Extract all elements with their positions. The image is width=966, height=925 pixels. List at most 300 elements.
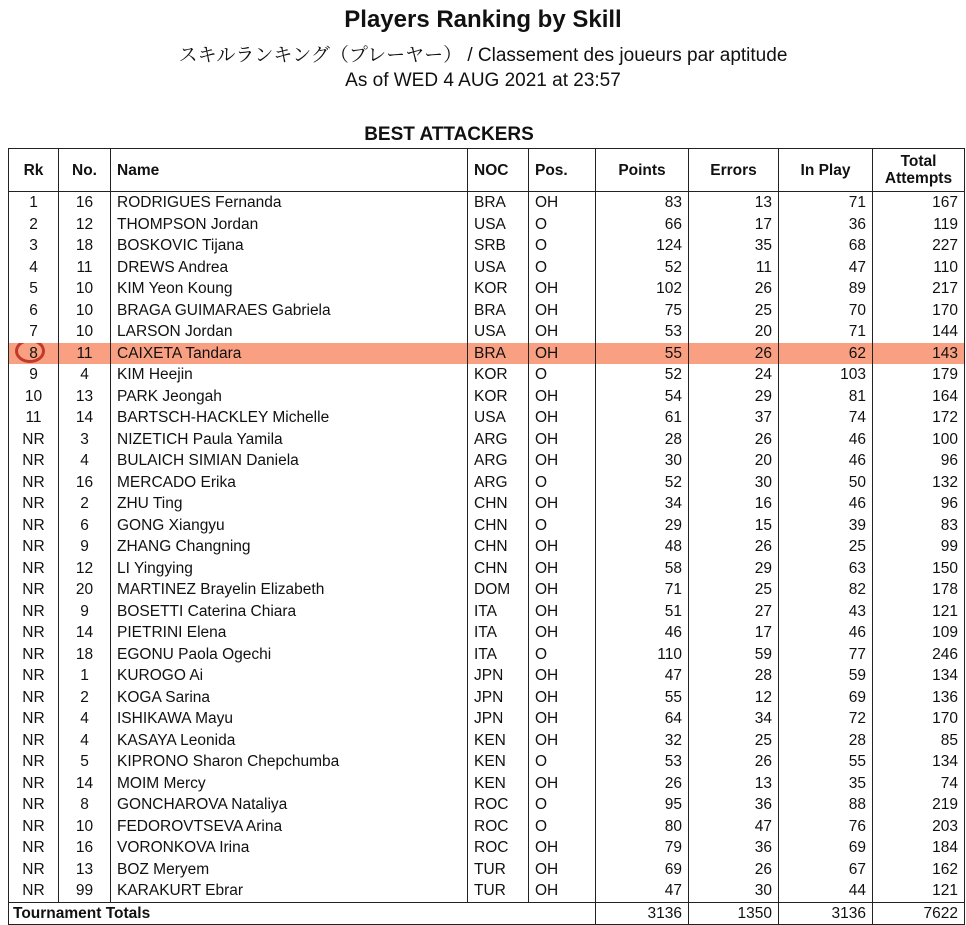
cell-name: VORONKOVA Irina: [111, 837, 468, 859]
cell-pos: O: [529, 644, 596, 666]
cell-total: 134: [873, 665, 965, 687]
cell-errors: 17: [689, 214, 779, 236]
cell-total: 99: [873, 536, 965, 558]
cell-noc: KOR: [468, 386, 529, 408]
cell-rk: [9, 450, 59, 472]
cell-noc: CHN: [468, 515, 529, 537]
cell-pos: OH: [529, 708, 596, 730]
cell-noc: SRB: [468, 235, 529, 257]
cell-total: 219: [873, 794, 965, 816]
cell-rk: [9, 257, 59, 279]
highlight-circle-marker: [15, 343, 45, 363]
cell-points: 32: [596, 730, 689, 752]
cell-inplay: 47: [779, 257, 873, 279]
cell-noc: USA: [468, 214, 529, 236]
cell-name: GONG Xiangyu: [111, 515, 468, 537]
rank-value: 9: [29, 366, 38, 383]
cell-rk: [9, 601, 59, 623]
table-row: [9, 751, 965, 773]
col-header-total-attempts: [873, 149, 965, 192]
rank-value: NR: [22, 602, 45, 620]
cell-name: ZHANG Changning: [111, 536, 468, 558]
table-row: [9, 708, 965, 730]
cell-total: 203: [873, 816, 965, 838]
rank-value: 6: [29, 301, 38, 319]
cell-total: 143: [873, 343, 965, 365]
table-row: [9, 859, 965, 881]
cell-name: GONCHAROVA Nataliya: [111, 794, 468, 816]
cell-points: 55: [596, 343, 689, 365]
cell-inplay: 74: [779, 407, 873, 429]
cell-pos: O: [529, 472, 596, 494]
cell-pos: OH: [529, 300, 596, 322]
cell-points: 30: [596, 450, 689, 472]
cell-rk: [9, 407, 59, 429]
cell-no: 16: [59, 192, 111, 214]
cell-no: 3: [59, 429, 111, 451]
totals-inplay: 3136: [779, 902, 873, 925]
cell-noc: TUR: [468, 880, 529, 902]
cell-total: 246: [873, 644, 965, 666]
cell-rk: [9, 192, 59, 214]
cell-total: 136: [873, 687, 965, 709]
cell-name: RODRIGUES Fernanda: [111, 192, 468, 214]
cell-no: 9: [59, 601, 111, 623]
cell-points: 64: [596, 708, 689, 730]
cell-noc: ITA: [468, 601, 529, 623]
rank-value: NR: [22, 882, 45, 899]
rank-value: NR: [22, 796, 45, 813]
rank-value: NR: [22, 839, 45, 856]
cell-name: MARTINEZ Brayelin Elizabeth: [111, 579, 468, 601]
cell-noc: TUR: [468, 859, 529, 881]
cell-pos: OH: [529, 837, 596, 859]
cell-total: 83: [873, 515, 965, 537]
cell-errors: 34: [689, 708, 779, 730]
cell-no: 10: [59, 816, 111, 838]
cell-name: DREWS Andrea: [111, 257, 468, 279]
cell-inplay: 71: [779, 192, 873, 214]
cell-rk: [9, 622, 59, 644]
cell-noc: ROC: [468, 837, 529, 859]
cell-points: 28: [596, 429, 689, 451]
cell-errors: 25: [689, 579, 779, 601]
cell-total: 170: [873, 708, 965, 730]
rank-value: NR: [22, 430, 45, 448]
as-of-timestamp: As of WED 4 AUG 2021 at 23:57: [345, 70, 621, 91]
cell-name: BOSETTI Caterina Chiara: [111, 601, 468, 623]
cell-errors: 26: [689, 278, 779, 300]
cell-errors: 47: [689, 816, 779, 838]
cell-no: 16: [59, 837, 111, 859]
cell-name: ZHU Ting: [111, 493, 468, 515]
cell-total: 74: [873, 773, 965, 795]
table-row: [9, 407, 965, 429]
cell-errors: 29: [689, 386, 779, 408]
rank-value: NR: [22, 774, 45, 792]
cell-errors: 16: [689, 493, 779, 515]
cell-rk: [9, 300, 59, 322]
cell-points: 83: [596, 192, 689, 214]
table-header-row: [9, 149, 965, 192]
cell-errors: 17: [689, 622, 779, 644]
rank-value: NR: [22, 452, 45, 469]
cell-inplay: 62: [779, 343, 873, 365]
rank-value: NR: [22, 667, 45, 684]
cell-noc: JPN: [468, 708, 529, 730]
cell-no: 14: [59, 407, 111, 429]
cell-errors: 59: [689, 644, 779, 666]
cell-pos: OH: [529, 558, 596, 580]
cell-rk: [9, 364, 59, 386]
table-row: [9, 493, 965, 515]
table-row: [9, 192, 965, 214]
cell-name: KOGA Sarina: [111, 687, 468, 709]
cell-noc: USA: [468, 407, 529, 429]
cell-inplay: 35: [779, 773, 873, 795]
cell-no: 4: [59, 730, 111, 752]
cell-name: KUROGO Ai: [111, 665, 468, 687]
cell-points: 46: [596, 622, 689, 644]
cell-errors: 35: [689, 235, 779, 257]
cell-name: BULAICH SIMIAN Daniela: [111, 450, 468, 472]
col-header-no: No.: [59, 149, 111, 192]
cell-rk: [9, 751, 59, 773]
col-header-noc: NOC: [468, 149, 529, 192]
cell-errors: 11: [689, 257, 779, 279]
table-row-highlighted: [9, 343, 965, 365]
cell-total: 227: [873, 235, 965, 257]
rank-value: NR: [22, 688, 45, 706]
cell-noc: USA: [468, 257, 529, 279]
cell-noc: KEN: [468, 751, 529, 773]
cell-pos: OH: [529, 278, 596, 300]
cell-inplay: 89: [779, 278, 873, 300]
cell-errors: 26: [689, 429, 779, 451]
cell-no: 10: [59, 321, 111, 343]
cell-pos: OH: [529, 601, 596, 623]
table-row: [9, 321, 965, 343]
cell-noc: ROC: [468, 816, 529, 838]
totals-points: 3136: [596, 902, 689, 925]
cell-errors: 25: [689, 730, 779, 752]
table-row: [9, 880, 965, 902]
cell-points: 53: [596, 321, 689, 343]
cell-errors: 24: [689, 364, 779, 386]
table-row: [9, 730, 965, 752]
rank-value: 8: [29, 343, 38, 365]
rank-value: 11: [25, 409, 42, 426]
cell-noc: ITA: [468, 644, 529, 666]
cell-pos: OH: [529, 536, 596, 558]
cell-total: 110: [873, 257, 965, 279]
cell-pos: O: [529, 751, 596, 773]
cell-name: PARK Jeongah: [111, 386, 468, 408]
cell-rk: [9, 235, 59, 257]
cell-no: 18: [59, 235, 111, 257]
cell-rk: [9, 880, 59, 902]
cell-pos: OH: [529, 450, 596, 472]
rank-value: NR: [22, 473, 45, 491]
cell-noc: KOR: [468, 278, 529, 300]
cell-points: 80: [596, 816, 689, 838]
cell-noc: CHN: [468, 558, 529, 580]
table-row: [9, 687, 965, 709]
table-row: [9, 235, 965, 257]
cell-points: 124: [596, 235, 689, 257]
cell-pos: OH: [529, 386, 596, 408]
cell-name: PIETRINI Elena: [111, 622, 468, 644]
cell-total: 132: [873, 472, 965, 494]
cell-points: 58: [596, 558, 689, 580]
cell-inplay: 36: [779, 214, 873, 236]
cell-noc: KOR: [468, 364, 529, 386]
col-header-pos: Pos.: [529, 149, 596, 192]
cell-noc: KEN: [468, 773, 529, 795]
rank-value: NR: [22, 495, 45, 512]
cell-inplay: 81: [779, 386, 873, 408]
cell-no: 4: [59, 450, 111, 472]
cell-total: 179: [873, 364, 965, 386]
cell-pos: OH: [529, 579, 596, 601]
cell-no: 20: [59, 579, 111, 601]
cell-noc: CHN: [468, 536, 529, 558]
cell-noc: USA: [468, 321, 529, 343]
rank-value: NR: [22, 559, 45, 577]
cell-no: 16: [59, 472, 111, 494]
table-row: [9, 837, 965, 859]
cell-total: 119: [873, 214, 965, 236]
cell-no: 1: [59, 665, 111, 687]
cell-total: 217: [873, 278, 965, 300]
cell-total: 121: [873, 601, 965, 623]
cell-rk: [9, 773, 59, 795]
cell-inplay: 72: [779, 708, 873, 730]
cell-errors: 26: [689, 751, 779, 773]
totals-label: Tournament Totals: [9, 902, 596, 925]
cell-no: 13: [59, 859, 111, 881]
cell-errors: 30: [689, 880, 779, 902]
col-header-rk: Rk: [9, 149, 59, 192]
section-title: BEST ATTACKERS: [364, 124, 534, 145]
cell-total: 172: [873, 407, 965, 429]
ranking-table: [8, 148, 965, 925]
cell-points: 29: [596, 515, 689, 537]
table-row: [9, 644, 965, 666]
cell-inplay: 82: [779, 579, 873, 601]
cell-points: 52: [596, 472, 689, 494]
cell-errors: 13: [689, 192, 779, 214]
cell-errors: 29: [689, 558, 779, 580]
cell-inplay: 70: [779, 300, 873, 322]
cell-noc: ARG: [468, 472, 529, 494]
cell-rk: [9, 837, 59, 859]
cell-name: BOZ Meryem: [111, 859, 468, 881]
col-header-points: Points: [596, 149, 689, 192]
cell-points: 51: [596, 601, 689, 623]
cell-inplay: 69: [779, 687, 873, 709]
cell-inplay: 39: [779, 515, 873, 537]
cell-rk: [9, 816, 59, 838]
page-title: Players Ranking by Skill: [344, 6, 622, 33]
table-row: [9, 300, 965, 322]
cell-points: 79: [596, 837, 689, 859]
cell-pos: O: [529, 235, 596, 257]
cell-errors: 25: [689, 300, 779, 322]
rank-value: NR: [22, 731, 45, 749]
rank-value: NR: [22, 645, 45, 663]
cell-noc: BRA: [468, 343, 529, 365]
cell-pos: OH: [529, 429, 596, 451]
cell-points: 52: [596, 257, 689, 279]
cell-rk: [9, 665, 59, 687]
col-header-total-line2: Attempts: [884, 170, 953, 187]
cell-no: 2: [59, 493, 111, 515]
cell-points: 69: [596, 859, 689, 881]
cell-errors: 26: [689, 536, 779, 558]
cell-noc: CHN: [468, 493, 529, 515]
cell-rk: [9, 386, 59, 408]
cell-points: 47: [596, 665, 689, 687]
cell-total: 96: [873, 450, 965, 472]
cell-no: 14: [59, 622, 111, 644]
rank-value: NR: [22, 753, 45, 770]
cell-no: 13: [59, 386, 111, 408]
totals-total: 7622: [873, 902, 965, 925]
cell-inplay: 77: [779, 644, 873, 666]
cell-inplay: 69: [779, 837, 873, 859]
col-header-errors: Errors: [689, 149, 779, 192]
cell-inplay: 59: [779, 665, 873, 687]
cell-name: MERCADO Erika: [111, 472, 468, 494]
cell-noc: BRA: [468, 300, 529, 322]
table-row: [9, 515, 965, 537]
cell-inplay: 76: [779, 816, 873, 838]
table-row: [9, 278, 965, 300]
cell-pos: OH: [529, 343, 596, 365]
rank-value: 2: [29, 215, 38, 233]
cell-inplay: 46: [779, 450, 873, 472]
cell-inplay: 55: [779, 751, 873, 773]
cell-total: 184: [873, 837, 965, 859]
table-row: [9, 214, 965, 236]
cell-inplay: 25: [779, 536, 873, 558]
cell-pos: OH: [529, 773, 596, 795]
cell-pos: OH: [529, 665, 596, 687]
rank-value: NR: [22, 581, 45, 598]
cell-name: ISHIKAWA Mayu: [111, 708, 468, 730]
table-row: [9, 257, 965, 279]
page-subtitle: スキルランキング（プレーヤー） / Classement des joueurs par aptitude: [178, 45, 788, 66]
cell-name: NIZETICH Paula Yamila: [111, 429, 468, 451]
cell-no: 14: [59, 773, 111, 795]
cell-inplay: 63: [779, 558, 873, 580]
cell-points: 61: [596, 407, 689, 429]
cell-no: 10: [59, 278, 111, 300]
cell-no: 9: [59, 536, 111, 558]
cell-pos: O: [529, 257, 596, 279]
cell-no: 10: [59, 300, 111, 322]
cell-inplay: 46: [779, 622, 873, 644]
table-row: [9, 472, 965, 494]
cell-rk: [9, 429, 59, 451]
cell-rk: [9, 515, 59, 537]
cell-no: 99: [59, 880, 111, 902]
cell-rk: [9, 687, 59, 709]
cell-rk: [9, 493, 59, 515]
cell-inplay: 44: [779, 880, 873, 902]
cell-noc: JPN: [468, 687, 529, 709]
cell-pos: OH: [529, 730, 596, 752]
cell-errors: 36: [689, 837, 779, 859]
cell-noc: DOM: [468, 579, 529, 601]
table-row: [9, 450, 965, 472]
table-row: [9, 558, 965, 580]
rank-value: NR: [22, 516, 45, 534]
cell-noc: ITA: [468, 622, 529, 644]
cell-points: 47: [596, 880, 689, 902]
rank-value: NR: [22, 710, 45, 727]
cell-name: EGONU Paola Ogechi: [111, 644, 468, 666]
cell-noc: BRA: [468, 192, 529, 214]
cell-rk: [9, 794, 59, 816]
cell-points: 75: [596, 300, 689, 322]
cell-errors: 20: [689, 450, 779, 472]
cell-no: 2: [59, 687, 111, 709]
rank-value: 4: [29, 258, 38, 276]
cell-total: 178: [873, 579, 965, 601]
cell-rk: [9, 343, 59, 365]
cell-name: KIPRONO Sharon Chepchumba: [111, 751, 468, 773]
rank-value: NR: [22, 817, 45, 835]
cell-inplay: 71: [779, 321, 873, 343]
cell-name: KIM Yeon Koung: [111, 278, 468, 300]
cell-pos: OH: [529, 493, 596, 515]
col-header-total-line1: Total: [900, 153, 937, 170]
cell-no: 8: [59, 794, 111, 816]
cell-total: 96: [873, 493, 965, 515]
cell-no: 11: [59, 257, 111, 279]
rank-value: 1: [29, 194, 38, 211]
cell-points: 52: [596, 364, 689, 386]
cell-rk: [9, 536, 59, 558]
table-row: [9, 536, 965, 558]
cell-points: 48: [596, 536, 689, 558]
cell-rk: [9, 214, 59, 236]
cell-noc: KEN: [468, 730, 529, 752]
cell-no: 18: [59, 644, 111, 666]
table-row: [9, 816, 965, 838]
table-row: [9, 601, 965, 623]
rank-value: 3: [29, 237, 38, 254]
cell-errors: 20: [689, 321, 779, 343]
cell-points: 53: [596, 751, 689, 773]
cell-inplay: 67: [779, 859, 873, 881]
cell-rk: [9, 730, 59, 752]
cell-name: FEDOROVTSEVA Arina: [111, 816, 468, 838]
table-row: [9, 794, 965, 816]
cell-name: CAIXETA Tandara: [111, 343, 468, 365]
cell-pos: O: [529, 816, 596, 838]
cell-noc: JPN: [468, 665, 529, 687]
totals-row: [9, 902, 965, 925]
cell-total: 170: [873, 300, 965, 322]
cell-points: 26: [596, 773, 689, 795]
cell-name: KASAYA Leonida: [111, 730, 468, 752]
cell-name: THOMPSON Jordan: [111, 214, 468, 236]
cell-name: MOIM Mercy: [111, 773, 468, 795]
rank-value: 10: [24, 387, 43, 405]
